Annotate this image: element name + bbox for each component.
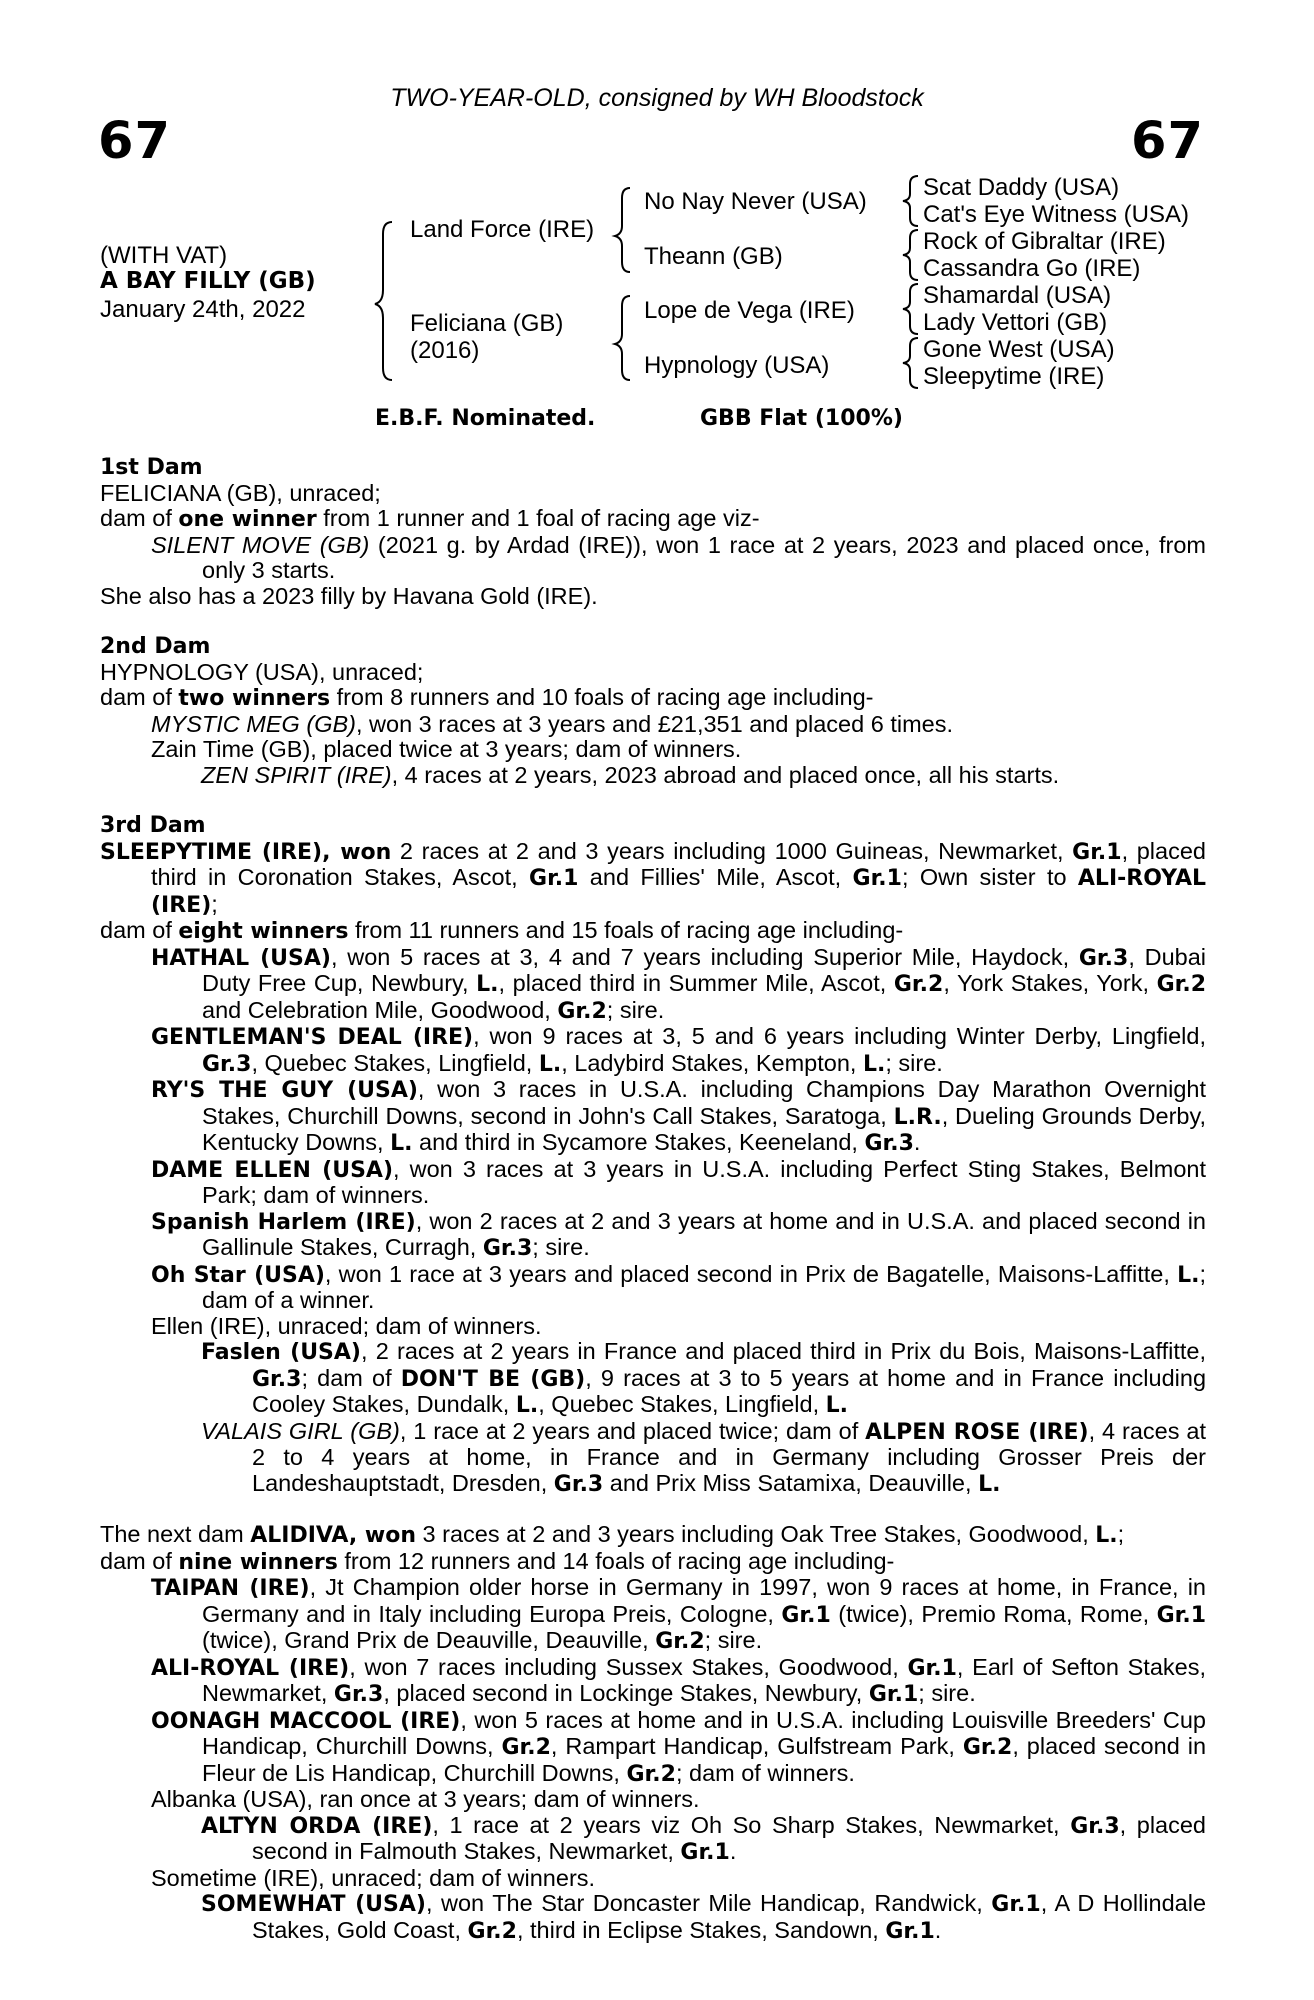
horse-name: A BAY FILLY (GB) xyxy=(100,268,316,294)
pedigree-sire-dam: Theann (GB) xyxy=(644,243,783,270)
nextdam-grandfoal-altyn-orda: ALTYN ORDA (IRE), 1 race at 2 years viz Oh So Sharp Stakes, Newmarket, Gr.3, placed second in Falmouth Stakes, Newmarket, Gr.1. xyxy=(201,1811,1206,1865)
dam3-foal-hathal: HATHAL (USA), won 5 races at 3, 4 and 7 years including Superior Mile, Haydock, Gr.3, Dubai Duty Free Cup, Newbury, L., placed third in Summer Mile, Ascot, Gr.2, York Stakes, York, Gr.2 and Celebration Mile, Goodwood, Gr.2; sire. xyxy=(151,943,1207,1024)
nextdam-foal-taipan: TAIPAN (IRE), Jt Champion older horse in Germany in 1997, won 9 races at home, in France, in Germany and in Italy including Europa Preis, Cologne, Gr.1 (twice), Premio Roma, Rome, Gr.1 (twice), Grand Prix de Deauville, Deauville, Gr.2; sire. xyxy=(151,1574,1206,1654)
vat-label: (WITH VAT) xyxy=(100,242,228,269)
pedigree-gg-4: Cassandra Go (IRE) xyxy=(923,255,1141,282)
nextdam-foal-sometime: Sometime (IRE), unraced; dam of winners. xyxy=(151,1864,596,1891)
nextdam-grandfoal-somewhat: SOMEWHAT (USA), won The Star Doncaster Mile Handicap, Randwick, Gr.1, A D Hollindale Stakes, Gold Coast, Gr.2, third in Eclipse Stakes, Sandown, Gr.1. xyxy=(201,1890,1207,1944)
nextdam-summary: The next dam ALIDIVA, won 3 races at 2 and 3 years including Oak Tree Stakes, Goodwood, L.; xyxy=(100,1521,1125,1548)
dam3-foal-dame-ellen: DAME ELLEN (USA), won 3 races at 3 years in U.S.A. including Perfect Sting Stakes, Belmont Park; dam of winners. xyxy=(151,1155,1206,1208)
catalogue-body xyxy=(100,455,1206,1944)
pedigree-sire: Land Force (IRE) xyxy=(410,216,595,243)
dam1-line: FELICIANA (GB), unraced; xyxy=(100,479,381,506)
dam3-heading: 3rd Dam xyxy=(100,813,206,838)
nextdam-foal-albanka: Albanka (USA), ran once at 3 years; dam of winners. xyxy=(151,1786,700,1812)
pedigree-gg-7: Gone West (USA) xyxy=(923,336,1115,363)
pedigree-gg-6: Lady Vettori (GB) xyxy=(923,309,1108,336)
dam3-foal-spanish-harlem: Spanish Harlem (IRE), won 2 races at 2 and 3 years at home and in U.S.A. and placed second in Gallinule Stakes, Curragh, Gr.3; sire. xyxy=(151,1207,1206,1261)
ebf-nominated: E.B.F. Nominated. xyxy=(375,406,596,431)
pedigree-gg-1: Scat Daddy (USA) xyxy=(923,174,1120,201)
dam2-grandfoal: ZEN SPIRIT (IRE), 4 races at 2 years, 2023 abroad and placed once, all his starts. xyxy=(201,761,1060,788)
pedigree-gg-5: Shamardal (USA) xyxy=(923,282,1112,309)
pedigree-dam-sire: Lope de Vega (IRE) xyxy=(644,297,855,324)
pedigree-gg-3: Rock of Gibraltar (IRE) xyxy=(923,228,1166,255)
dam3-foal-oh-star: Oh Star (USA), won 1 race at 3 years and placed second in Prix de Bagatelle, Maisons-Laffitte, L.; dam of a winner. xyxy=(151,1260,1206,1313)
dam1-line: She also has a 2023 filly by Havana Gold (IRE). xyxy=(100,582,598,609)
dam3-grandfoal-faslen: Faslen (USA), 2 races at 2 years in France and placed third in Prix du Bois, Maisons-Laffitte, Gr.3; dam of DON'T BE (GB), 9 races at 3 to 5 years at home and in France including Cooley Stakes, Dundalk, L., Quebec Stakes, Lingfield, L. xyxy=(201,1338,1207,1418)
gbb-flat: GBB Flat (100%) xyxy=(700,406,903,431)
dam3-grandfoal-valais-girl: VALAIS GIRL (GB), 1 race at 2 years and placed twice; dam of ALPEN ROSE (IRE), 4 races at 2 to 4 years at home, in France and in Germany including Grosser Preis der Landeshauptstadt, Dresden, Gr.3 and Prix Miss Satamixa, Deauville, L. xyxy=(201,1417,1206,1497)
horse-dob: January 24th, 2022 xyxy=(100,296,306,323)
dam3-foal-rys-the-guy: RY'S THE GUY (USA), won 3 races in U.S.A. including Champions Day Marathon Overnight Stakes, Churchill Downs, second in John's Call Stakes, Saratoga, L.R., Dueling Grounds Derby, Kentucky Downs, L. and third in Sycamore Stakes, Keeneland, Gr.3. xyxy=(151,1076,1207,1156)
dam2-foal: MYSTIC MEG (GB), won 3 races at 3 years and £21,351 and placed 6 times. xyxy=(151,710,953,737)
lot-number-right: 67 xyxy=(1131,112,1204,171)
pedigree-gg-8: Sleepytime (IRE) xyxy=(923,363,1105,390)
pedigree-sire-sire: No Nay Never (USA) xyxy=(644,188,867,215)
pedigree-gg-2: Cat's Eye Witness (USA) xyxy=(923,201,1189,228)
dam3-summary: SLEEPYTIME (IRE), won 2 races at 2 and 3 years including 1000 Guineas, Newmarket, Gr.1, placed third in Coronation Stakes, Ascot, Gr.1 and Fillies' Mile, Ascot, Gr.1; Own sister to ALI-ROYAL (IRE); xyxy=(100,837,1206,918)
dam1-line: dam of one winner from 1 runner and 1 foal of racing age viz- xyxy=(100,505,760,532)
dam2-heading: 2nd Dam xyxy=(100,634,211,659)
dam3-foal-ellen: Ellen (IRE), unraced; dam of winners. xyxy=(151,1312,542,1339)
dam3-foal-gentlemans-deal: GENTLEMAN'S DEAL (IRE), won 9 races at 3, 5 and 6 years including Winter Derby, Lingfield, Gr.3, Quebec Stakes, Lingfield, L., Ladybird Stakes, Kempton, L.; sire. xyxy=(151,1023,1206,1077)
dam2-foal: Zain Time (GB), placed twice at 3 years; dam of winners. xyxy=(151,736,742,762)
lot-number-left: 67 xyxy=(98,112,171,171)
dam3-line: dam of eight winners from 11 runners and 15 foals of racing age including- xyxy=(100,917,904,944)
pedigree-dam-year: (2016) xyxy=(410,337,480,364)
nextdam-foal-oonagh-maccool: OONAGH MACCOOL (IRE), won 5 races at home and in U.S.A. including Louisville Breeders' Cup Handicap, Churchill Downs, Gr.2, Rampart Handicap, Gulfstream Park, Gr.2, placed second in Fleur de Lis Handicap, Churchill Downs, Gr.2; dam of winners. xyxy=(151,1706,1207,1787)
pedigree-dam-dam: Hypnology (USA) xyxy=(644,352,830,379)
nextdam-foal-ali-royal: ALI-ROYAL (IRE), won 7 races including Sussex Stakes, Goodwood, Gr.1, Earl of Sefton Stakes, Newmarket, Gr.3, placed second in Lockinge Stakes, Newbury, Gr.1; sire. xyxy=(151,1653,1206,1707)
dam2-line: HYPNOLOGY (USA), unraced; xyxy=(100,658,424,685)
dam1-foal: SILENT MOVE (GB) (2021 g. by Ardad (IRE)), won 1 race at 2 years, 2023 and placed once, from only 3 starts. xyxy=(151,531,1206,583)
pedigree-dam: Feliciana (GB) xyxy=(410,310,564,337)
page-header-title: TWO-YEAR-OLD, consigned by WH Bloodstock xyxy=(390,84,924,112)
dam2-line: dam of two winners from 8 runners and 10 foals of racing age including- xyxy=(100,684,874,711)
nextdam-line: dam of nine winners from 12 runners and 14 foals of racing age including- xyxy=(100,1547,895,1575)
dam1-heading: 1st Dam xyxy=(100,455,203,480)
